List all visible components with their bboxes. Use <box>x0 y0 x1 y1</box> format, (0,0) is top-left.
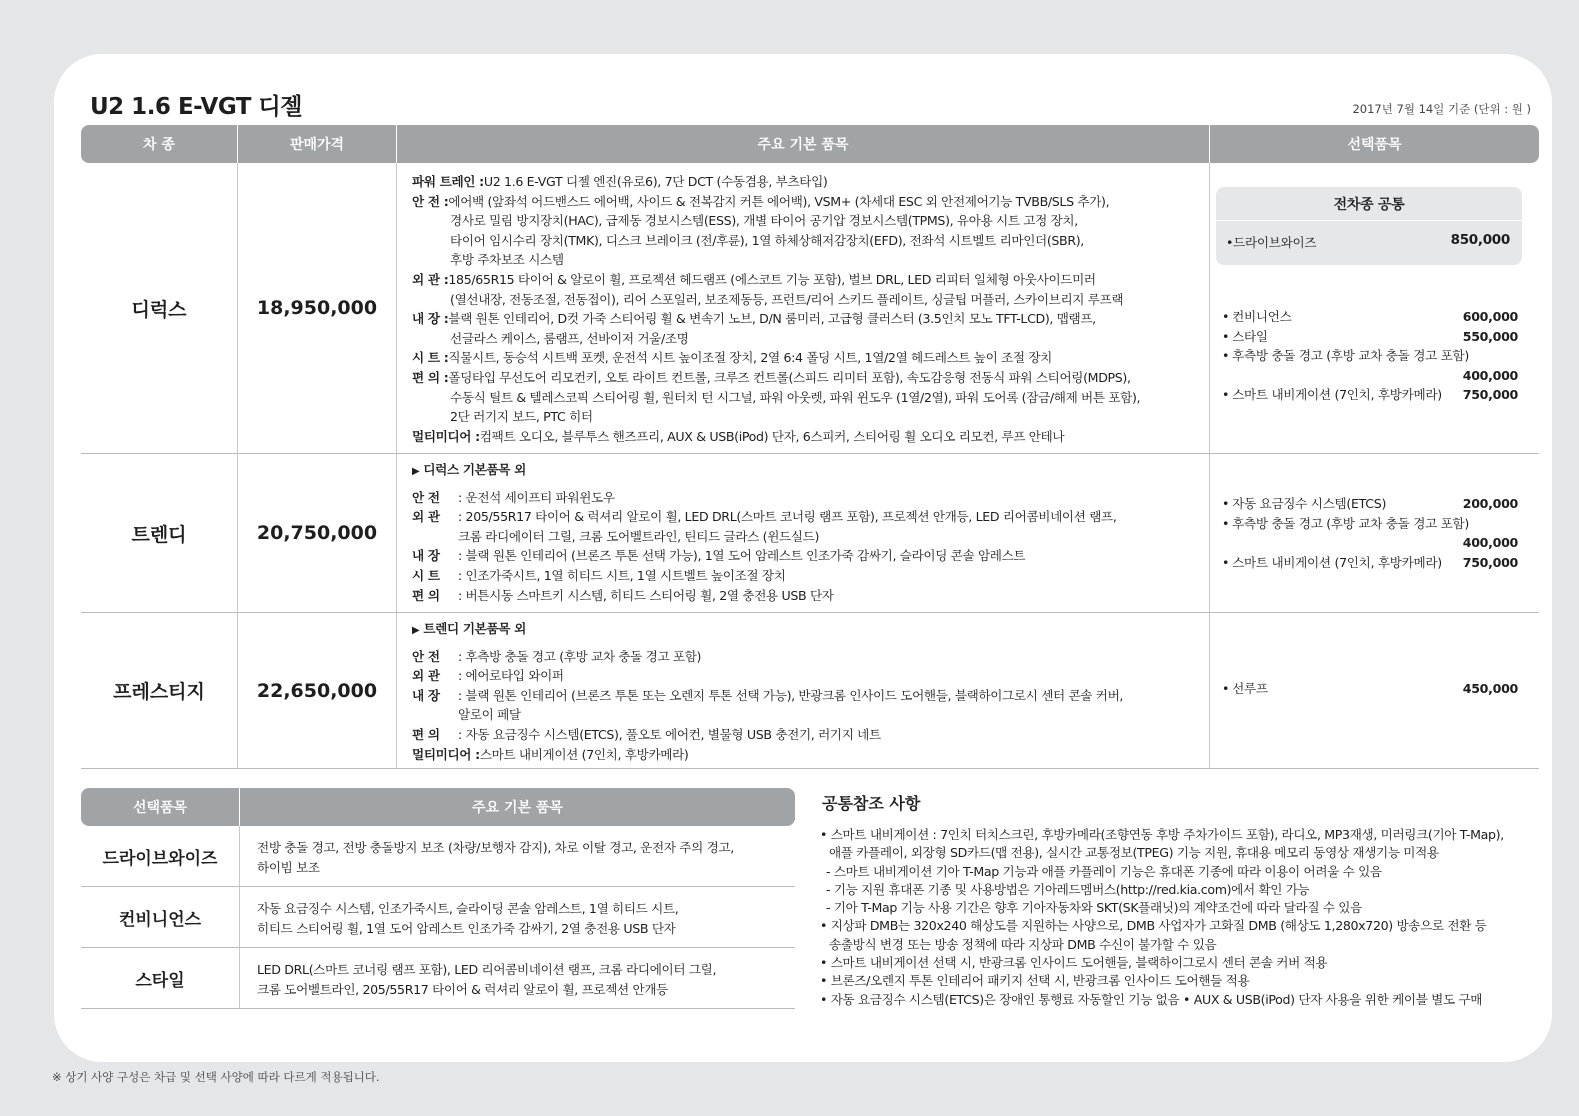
option-item: • 자동 요금징수 시스템(ETCS) 200,000 <box>1222 496 1518 511</box>
reference-notes: • 스마트 내비게이션 : 7인치 터치스크린, 후방카메라(조향연동 후방 주차가이드 포함), 라디오, MP3재생, 미러링크(기아 T-Map), 애플 카플레이, 외장형 SD카드(맵 전용), 실시간 교통정보(TPEG) 기능 지원, 휴대용 메모리 동영상 재생기능 미적용 - 스마트 내비게이션 기아 T-Map 기능과 애플 카플레이 기능은 휴대폰 기종에 따라 이용이 어려울 수 있음 - 기능 지원 휴대폰 기종 및 사용방법은 기아레드멤버스(http://red.kia.com)에서 확인 가능 - 기아 T-Map 기능 사용 기간은 향후 기아자동차와 SKT(SK플래닛)의 계약조건에 따라 달라질 수 있음 • 지상파 DMB는 320x240 해상도를 지원하는 사양으로, DMB 사업자가 고화질 DMB (해상도 1,280x720) 방송으로 전환 등 송출방식 변경 또는 방송 정책에 따라 지상파 DMB 수신이 불가할 수 있음 • 스마트 내비게이션 선택 시, 반광크롬 인사이드 도어핸들, 블랙하이그로시 센터 콘솔 커버 적용 • 브론즈/오렌지 투톤 인테리어 패키지 선택 시, 반광크롬 인사이드 도어핸들 적용 • 자동 요금징수 시스템(ETCS)은 장애인 통행료 자동할인 기능 없음 • AUX & USB(iPod) 단자 사용을 위한 케이블 별도 구매 <box>820 827 1504 1007</box>
package-row-style <box>81 948 795 1009</box>
feature-line: 외 관 : 에어로타입 와이퍼 <box>412 668 564 684</box>
option-cell <box>1210 163 1539 453</box>
feature-line: 안 전 : 운전석 세이프티 파워윈도우 <box>412 489 615 505</box>
feature-line: 시 트 : 인조가죽시트, 1열 히티드 시트, 1열 시트벨트 높이조절 장치 <box>412 567 786 583</box>
feature-list <box>397 163 1210 453</box>
table-row-trendy <box>81 454 1539 613</box>
header-price: 판매가격 <box>238 125 397 163</box>
feature-line: 편 의 : 자동 요금징수 시스템(ETCS), 풀오토 에어컨, 별물형 USB 충전기, 러기지 네트 <box>412 726 881 742</box>
package-row-convenience <box>81 887 795 948</box>
option-list <box>1222 494 1518 572</box>
option-item: • 후측방 충돌 경고 (후방 교차 충돌 경고 포함) <box>1222 348 1470 364</box>
feature-line: 외 관 : 205/55R17 타이어 & 럭셔리 알로이 휠, LED DRL(스마트 코너링 램프 포함), 프로젝션 안개등, LED 리어콤비네이션 램프, <box>412 509 1117 525</box>
option-list <box>1222 307 1518 405</box>
packages-table-header <box>81 788 795 826</box>
trim-price: 22,650,000 <box>238 613 397 768</box>
feature-line: 내 장 : 블랙 원톤 인테리어 (브론즈 투톤 또는 오렌지 투톤 선택 가능), 반광크롬 인사이드 도어핸들, 블랙하이그로시 센터 콘솔 커버, <box>412 687 1124 703</box>
triangle-right-icon: ▶ <box>412 625 420 636</box>
trim-price: 20,750,000 <box>238 454 397 612</box>
feature-line: 알로이 페달 <box>458 707 521 723</box>
package-features: LED DRL(스마트 코너링 램프 포함), LED 리어콤비네이션 램프, 크롬 라디에이터 그릴, 크롬 도어벨트라인, 205/55R17 타이어 & 럭셔리 알로이 휠, 프로젝션 안개등 <box>257 962 717 997</box>
table-row-prestige <box>81 613 1539 769</box>
trim-name: 프레스티지 <box>81 613 238 768</box>
feature-line: 선글라스 케이스, 룸램프, 선바이저 거울/조명 <box>450 330 689 346</box>
feature-line: 내 장 : 블랙 원톤 인테리어 (브론즈 투톤 선택 가능), 1열 도어 암레스트 인조가죽 감싸기, 슬라이딩 콘솔 암레스트 <box>412 548 1026 564</box>
option-cell <box>1210 613 1539 768</box>
package-features: 전방 충돌 경고, 전방 충돌방지 보조 (차량/보행자 감지), 차로 이탈 경고, 운전자 주의 경고, 하이빔 보조 <box>257 840 734 875</box>
feature-line: 편 의 : 버튼시동 스마트키 시스템, 히티드 스티어링 휠, 2열 충전용 USB 단자 <box>412 587 834 603</box>
base-trim-header: ▶ 트렌디 기본품목 외 <box>412 621 526 636</box>
feature-line: 크롬 라디에이터 그릴, 크롬 도어벨트라인, 틴티드 글라스 (윈드실드) <box>458 528 820 544</box>
option-item: • 선루프 450,000 <box>1222 681 1518 696</box>
feature-line: 안 전 : 후측방 충돌 경고 (후방 교차 충돌 경고 포함) <box>412 648 702 664</box>
package-features: 자동 요금징수 시스템, 인조가죽시트, 슬라이딩 콘솔 암레스트, 1열 히티드 시트, 히티드 스티어링 휠, 1열 도어 암레스트 인조가죽 감싸기, 2열 충전용 USB 단자 <box>257 901 679 936</box>
reference-title: 공통참조 사항 <box>822 794 921 813</box>
header-package: 선택품목 <box>81 788 240 826</box>
package-name: 컨비니언스 <box>81 887 240 947</box>
feature-line: 경사로 밀림 방지장치(HAC), 급제동 경보시스템(ESS), 개별 타이어 공기압 경보시스템(TPMS), 유아용 시트 고정 장치, <box>450 213 1078 229</box>
option-item: • 스마트 내비게이션 (7인치, 후방카메라) 750,000 <box>1222 554 1518 570</box>
header-trim: 차 종 <box>81 125 238 163</box>
feature-line: 수동식 틸트 & 텔레스코픽 스티어링 휠, 원터치 턴 시그널, 파워 아웃렛, 파워 윈도우 (1열/2열), 파워 도어록 (잠금/해제 버튼 포함), <box>450 389 1141 405</box>
triangle-right-icon: ▶ <box>412 466 420 477</box>
common-option-item: •드라이브와이즈 850,000 <box>1226 232 1510 250</box>
common-option-title: 전차종 공통 <box>1216 187 1522 221</box>
feature-line: 타이어 임시수리 장치(TMK), 디스크 브레이크 (전/후륜), 1열 하체상해저감장치(EFD), 전좌석 시트벨트 리마인더(SBR), <box>450 232 1084 248</box>
header-features: 주요 기본 품목 <box>397 125 1210 163</box>
package-row-drivewise <box>81 826 795 887</box>
header-package-features: 주요 기본 품목 <box>472 800 563 816</box>
option-item: • 스타일 550,000 <box>1222 328 1518 344</box>
page-title: U2 1.6 E-VGT 디젤 <box>90 94 302 120</box>
option-item: • 후측방 충돌 경고 (후방 교차 충돌 경고 포함) <box>1222 515 1470 531</box>
date-note: 2017년 7월 14일 기준 (단위 : 원 ) <box>1352 102 1531 116</box>
trim-name: 트렌디 <box>81 454 238 612</box>
package-name: 드라이브와이즈 <box>81 826 240 886</box>
feature-line: 멀티미디어 : 컴팩트 오디오, 블루투스 핸즈프리, AUX & USB(iPod) 단자, 6스피커, 스티어링 휠 오디오 리모컨, 루프 안테나 <box>412 428 1065 444</box>
table-row-deluxe <box>81 163 1539 454</box>
feature-line: (열선내장, 전동조절, 전동접이), 리어 스포일러, 보조제동등, 프런트/리어 스키드 플레이트, 싱글팁 머플러, 스카이브리지 루프랙 <box>450 291 1124 307</box>
common-option-box <box>1216 187 1522 265</box>
option-item: • 컨비니언스 600,000 <box>1222 309 1518 324</box>
option-price: 400,000 <box>1462 367 1518 383</box>
trim-price: 18,950,000 <box>238 163 397 453</box>
main-table-header <box>81 125 1539 163</box>
feature-list <box>397 613 1210 768</box>
feature-line: 외 관 : 185/65R15 타이어 & 알로이 휠, 프로젝션 헤드램프 (에스코트 기능 포함), 벌브 DRL, LED 리피터 일체형 아웃사이드미러 <box>412 271 1096 287</box>
feature-line: 파워 트레인 : U2 1.6 E-VGT 디젤 엔진(유로6), 7단 DCT (수동겸용, 부츠타입) <box>412 174 828 189</box>
feature-line: 편 의 : 폴딩타입 무선도어 리모컨키, 오토 라이트 컨트롤, 크루즈 컨트롤(스피드 리미터 포함), 속도감응형 전동식 파워 스티어링(MDPS), <box>412 369 1131 385</box>
trim-name: 디럭스 <box>81 163 238 453</box>
feature-line: 멀티미디어 : 스마트 내비게이션 (7인치, 후방카메라) <box>412 746 689 762</box>
option-price: 400,000 <box>1462 535 1518 551</box>
option-list <box>1222 679 1518 699</box>
option-item: • 스마트 내비게이션 (7인치, 후방카메라) 750,000 <box>1222 387 1518 403</box>
header-options: 선택품목 <box>1347 137 1402 153</box>
feature-line: 2단 러기지 보드, PTC 히터 <box>450 409 593 425</box>
base-trim-header: ▶ 디럭스 기본품목 외 <box>412 462 526 477</box>
feature-line: 안 전 : 에어백 (앞좌석 어드밴스드 에어백, 사이드 & 전복감지 커튼 에어백), VSM+ (차세대 ESC 외 안전제어기능 TVBB/SLS 추가), <box>412 193 1110 209</box>
option-cell <box>1210 454 1539 612</box>
feature-line: 시 트 : 직물시트, 동승석 시트백 포켓, 운전석 시트 높이조절 장치, 2열 6:4 폴딩 시트, 1열/2열 헤드레스트 높이 조절 장치 <box>412 350 1052 366</box>
footnote: ※ 상기 사양 구성은 차급 및 선택 사양에 따라 다르게 적용됩니다. <box>52 1070 380 1084</box>
feature-line: 후방 주차보조 시스템 <box>450 252 564 268</box>
feature-line: 내 장 : 블랙 원톤 인테리어, D컷 가죽 스티어링 휠 & 변속기 노브, D/N 룸미러, 고급형 클러스터 (3.5인치 모노 TFT-LCD), 맵램프, <box>412 311 1096 327</box>
package-name: 스타일 <box>81 948 240 1008</box>
feature-list <box>397 454 1210 612</box>
